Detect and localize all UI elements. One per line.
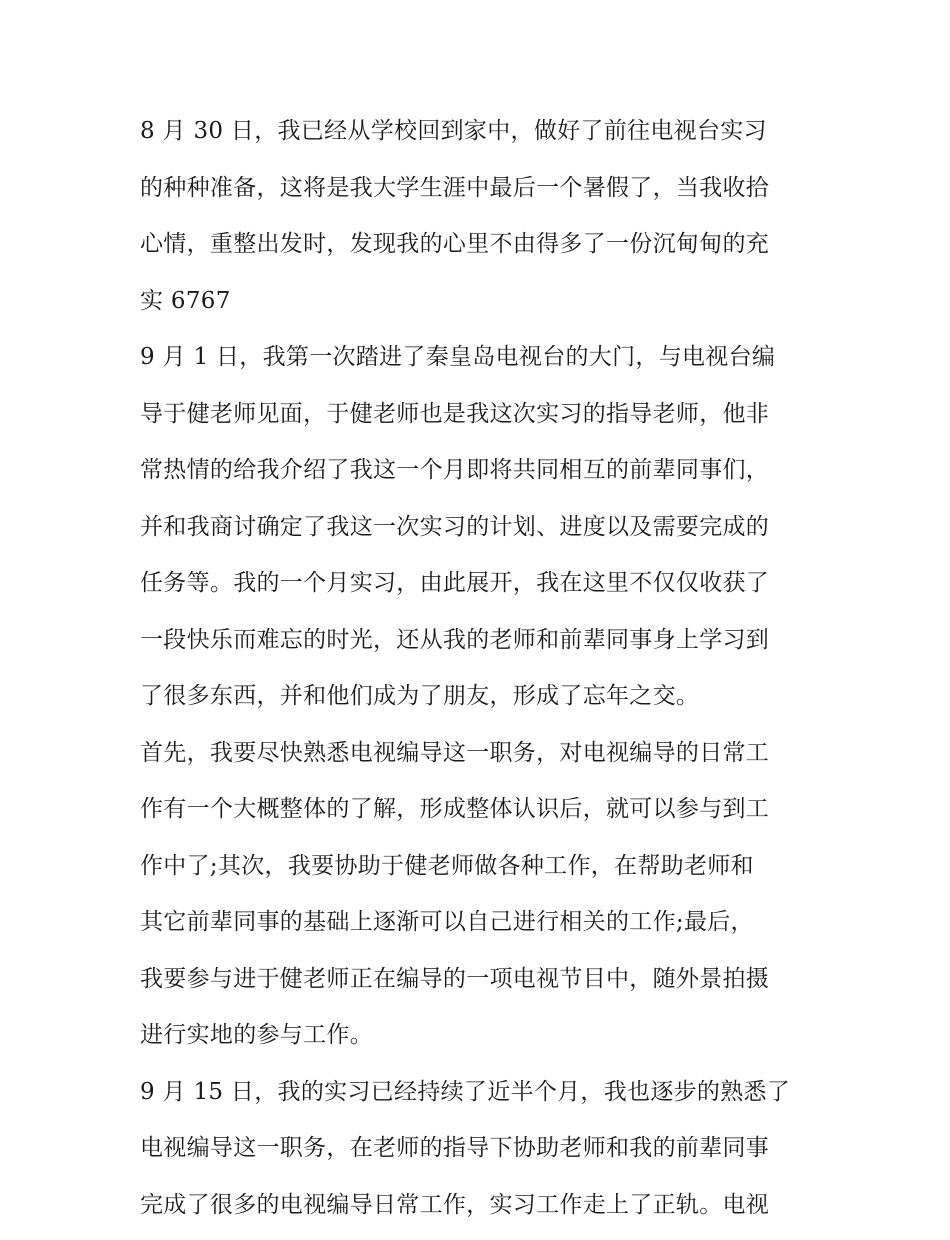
paragraph-plan — [140, 732, 820, 1071]
text-line: 首先，我要尽快熟悉电视编导这一职务，对电视编导的日常工 — [140, 732, 820, 789]
text-line: 心情，重整出发时，发现我的心里不由得多了一份沉甸甸的充 — [140, 223, 820, 280]
text-line: 其它前辈同事的基础上逐渐可以自己进行相关的工作;最后， — [140, 901, 820, 958]
paragraph-sep-15 — [140, 1071, 820, 1240]
text-line: 电视编导这一职务，在老师的指导下协助老师和我的前辈同事 — [140, 1127, 820, 1184]
text-line: 实 6767 — [140, 280, 820, 337]
paragraph-aug-30 — [140, 110, 820, 336]
text-line: 作中了;其次，我要协助于健老师做各种工作，在帮助老师和 — [140, 845, 820, 902]
text-line: 我要参与进于健老师正在编导的一项电视节目中，随外景拍摄 — [140, 958, 820, 1015]
text-line: 完成了很多的电视编导日常工作，实习工作走上了正轨。电视 — [140, 1184, 820, 1240]
text-line: 一段快乐而难忘的时光，还从我的老师和前辈同事身上学习到 — [140, 619, 820, 676]
text-line: 任务等。我的一个月实习，由此展开，我在这里不仅仅收获了 — [140, 562, 820, 619]
paragraph-sep-1 — [140, 336, 820, 732]
text-line: 9 月 15 日，我的实习已经持续了近半个月，我也逐步的熟悉了 — [140, 1071, 820, 1128]
text-line: 了很多东西，并和他们成为了朋友，形成了忘年之交。 — [140, 675, 820, 732]
text-line: 作有一个大概整体的了解，形成整体认识后，就可以参与到工 — [140, 788, 820, 845]
text-line: 导于健老师见面，于健老师也是我这次实习的指导老师，他非 — [140, 393, 820, 450]
text-line: 9 月 1 日，我第一次踏进了秦皇岛电视台的大门，与电视台编 — [140, 336, 820, 393]
text-line: 常热情的给我介绍了我这一个月即将共同相互的前辈同事们， — [140, 449, 820, 506]
text-line: 的种种准备，这将是我大学生涯中最后一个暑假了，当我收拾 — [140, 167, 820, 224]
text-line: 8 月 30 日，我已经从学校回到家中，做好了前往电视台实习 — [140, 110, 820, 167]
text-line: 进行实地的参与工作。 — [140, 1014, 820, 1071]
document-body — [140, 110, 820, 1240]
text-line: 并和我商讨确定了我这一次实习的计划、进度以及需要完成的 — [140, 506, 820, 563]
